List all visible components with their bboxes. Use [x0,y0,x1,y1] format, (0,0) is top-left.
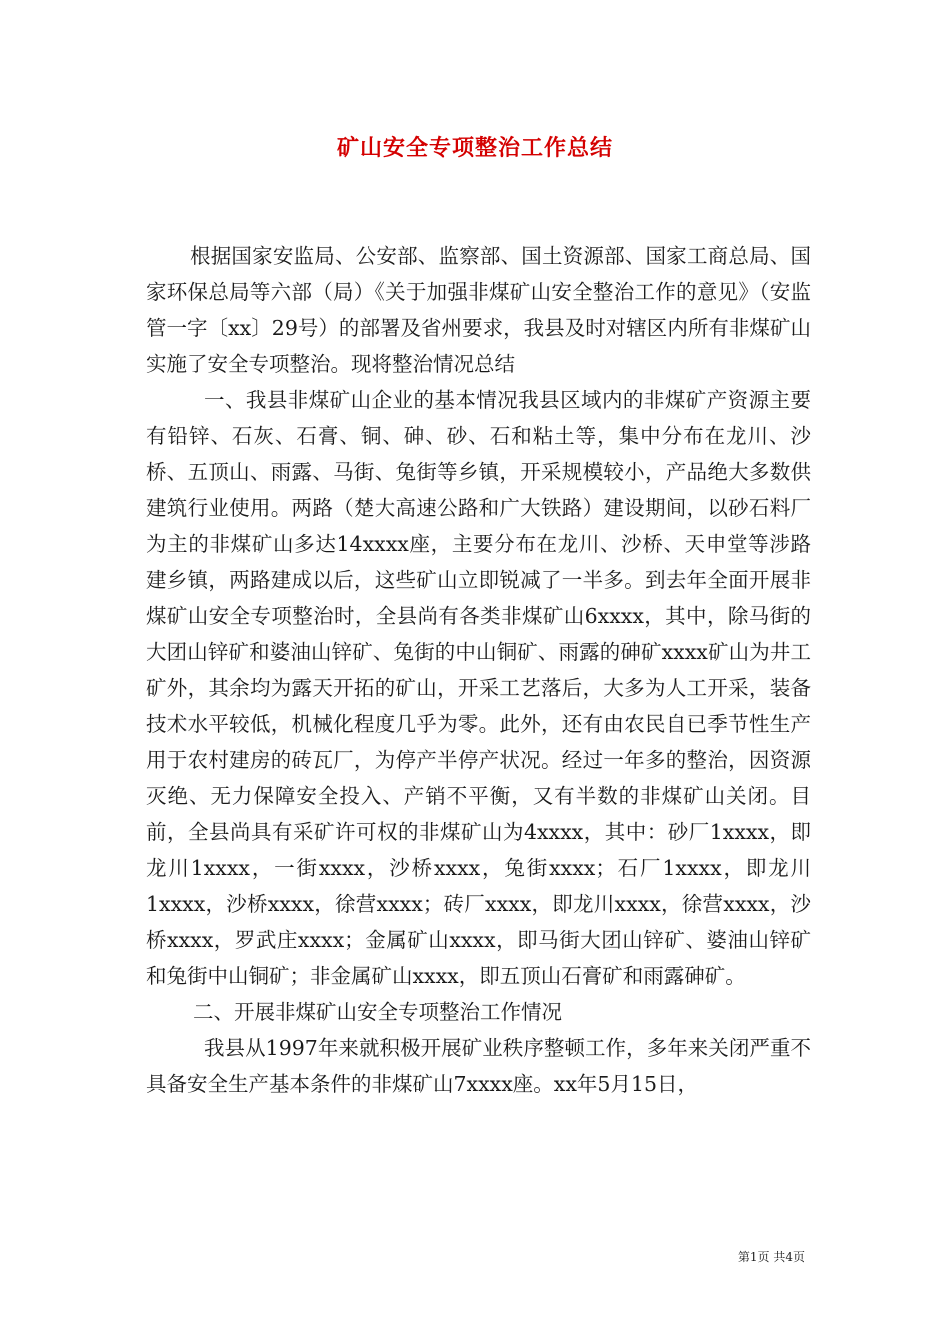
document-title: 矿山安全专项整治工作总结 [336,135,613,161]
document-body [146,238,811,1102]
paragraph-section-two: 我县从1997年来就积极开展矿业秩序整顿工作，多年来关闭严重不具备安全生产基本条件的非煤矿山7xxxx座。xx年5月15日， [146,1036,811,1096]
page-number-footer: 第1页 共4页 [737,1250,805,1264]
section-heading-two: 二、开展非煤矿山安全专项整治工作情况 [193,1000,562,1024]
paragraph-section-one: 一、我县非煤矿山企业的基本情况我县区域内的非煤矿产资源主要有铅锌、石灰、石膏、铜、砷、砂、石和粘土等，集中分布在龙川、沙桥、五顶山、雨露、马街、兔街等乡镇，开采规模较小，产品绝大多数供建筑行业使用。两路（楚大高速公路和广大铁路）建设期间，以砂石料厂为主的非煤矿山多达14xxxx座，主要分布在龙川、沙桥、天申堂等涉路建乡镇，两路建成以后，这些矿山立即锐减了一半多。到去年全面开展非煤矿山安全专项整治时，全县尚有各类非煤矿山6xxxx，其中，除马街的大团山锌矿和婆油山锌矿、兔街的中山铜矿、雨露的砷矿xxxx矿山为井工矿外，其余均为露天开拓的矿山，开采工艺落后，大多为人工开采，装备技术水平较低，机械化程度几乎为零。此外，还有由农民自已季节性生产用于农村建房的砖瓦厂，为停产半停产状况。经过一年多的整治，因资源灭绝、无力保障安全投入、产销不平衡，又有半数的非煤矿山关闭。目前，全县尚具有采矿许可权的非煤矿山为4xxxx，其中：砂厂1xxxx，即龙川1xxxx，一街xxxx，沙桥xxxx，兔街xxxx；石厂1xxxx，即龙川1xxxx，沙桥xxxx，徐营xxxx；砖厂xxxx，即龙川xxxx，徐营xxxx，沙桥xxxx，罗武庄xxxx；金属矿山xxxx，即马街大团山锌矿、婆油山锌矿和兔街中山铜矿；非金属矿山xxxx，即五顶山石膏矿和雨露砷矿。 [146,388,811,988]
paragraph-intro: 根据国家安监局、公安部、监察部、国土资源部、国家工商总局、国家环保总局等六部（局）《关于加强非煤矿山安全整治工作的意见》（安监管一字〔xx〕29号）的部署及省州要求，我县及时对辖区内所有非煤矿山实施了安全专项整治。现将整治情况总结 [146,244,811,376]
